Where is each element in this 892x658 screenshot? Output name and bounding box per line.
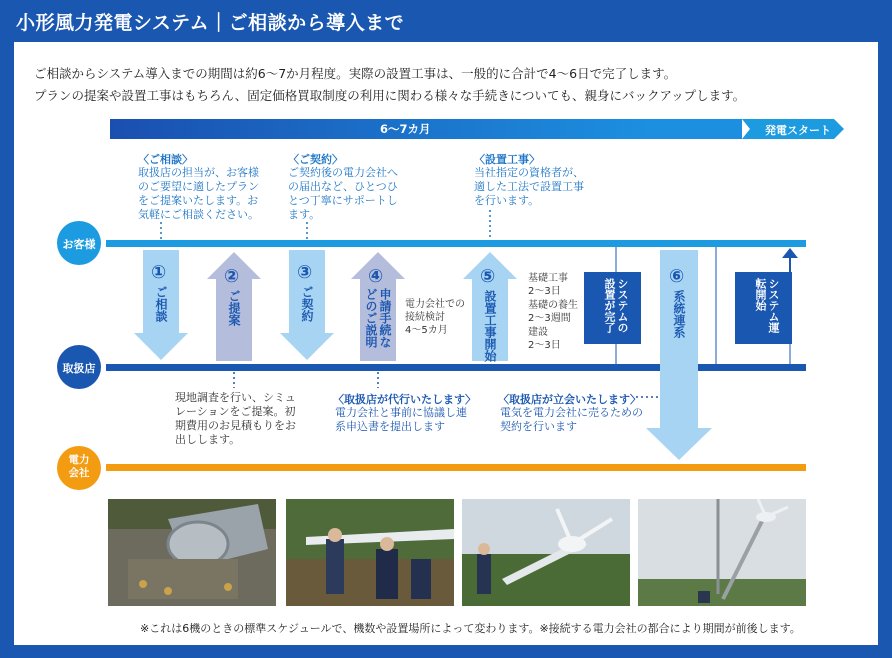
intro-line-2: プランの提案や設置工事はもちろん、固定価格買取制度の利用に関わる様々な手続きについても、親身にバックアップします。: [34, 88, 746, 103]
intro-line-1: ご相談からシステム導入までの期間は約6〜7か月程度。実際の設置工事は、一般的に合計で4〜6日で完了します。: [34, 66, 677, 81]
customer-lane: [106, 240, 806, 247]
construction-note-text: 当社指定の資格者が、適した工法で設置工事を行います。: [474, 166, 584, 207]
step-4-number: ④: [368, 266, 384, 287]
step-5-number: ⑤: [480, 266, 496, 287]
proxy-note-title: 〈取扱店が代行いたします〉: [333, 393, 476, 406]
customer-lane-label: お客様: [62, 238, 96, 251]
proposal-note-text: 現地調査を行い、シミュレーションをご提案。初期費用のお見積もりをお出しします。: [175, 391, 296, 446]
step-2-number: ②: [224, 266, 240, 287]
power-start-label: 発電スタート: [765, 124, 831, 137]
step-1-number: ①: [151, 262, 167, 283]
step-3-label: ご契約: [300, 286, 314, 322]
power-lane-label-2: 会社: [68, 467, 90, 479]
construction-note-title: 〈設置工事〉: [474, 153, 540, 166]
contract-note-text: ご契約後の電力会社への届出など、ひとつひとつ丁寧にサポートします。: [288, 166, 398, 221]
power-lane-label: [60, 454, 98, 480]
contract-note-title: 〈ご契約〉: [288, 153, 343, 166]
step-3-number: ③: [297, 262, 313, 283]
attend-note-text: 電気を電力会社に売るための契約を行います: [500, 406, 643, 433]
power-review-note: 電力会社での 接続検討 4〜5カ月: [405, 299, 465, 336]
consult-note-title: 〈ご相談〉: [138, 153, 193, 166]
foundation-note: 基礎工事 2〜3日: [528, 273, 568, 297]
step-6-number: ⑥: [669, 266, 685, 287]
curing-note: 基礎の養生 2〜3週間: [528, 300, 578, 324]
power-company-lane: [106, 464, 806, 471]
install-done-label: システムの設置が完了: [603, 278, 629, 333]
page-title: 小形風力発電システム｜ご相談から導入まで: [16, 12, 405, 34]
step-6-label: 系統連系: [672, 290, 686, 338]
period-label: 6〜7カ月: [380, 122, 431, 136]
wind-turbine-foundation-photo: [108, 499, 276, 606]
turbine-lifting-photo: [462, 499, 630, 606]
build-note: 建設 2〜3日: [528, 327, 561, 351]
operation-up-arrow: [782, 248, 798, 258]
attend-note-title: 〈取扱店が立会いたします〉: [498, 393, 641, 406]
step-1-label: ご相談: [154, 286, 168, 322]
dealer-lane: [106, 364, 806, 371]
footnote: ※これは6機のときの標準スケジュールで、機数や設置場所によって変わります。※接続する電力会社の都合により期間が前後します。: [140, 622, 801, 635]
step-5-label: 設置工事開始: [483, 290, 497, 362]
workers-installing-turbine-photo: [286, 499, 454, 606]
step-4-label: 申請手続などのご説明: [364, 288, 392, 348]
operation-start-label: システム運転開始: [754, 278, 780, 333]
proxy-note-text: 電力会社と事前に協議し連系申込書を提出します: [335, 406, 467, 433]
step-2-label: ご提案: [227, 290, 241, 326]
dealer-lane-label: 取扱店: [62, 362, 96, 375]
power-lane-label-1: 電力: [68, 454, 90, 466]
consult-note-text: 取扱店の担当が、お客様のご要望に適したプランをご提案いたします。お気軽にご相談ください。: [138, 166, 259, 221]
crane-erecting-turbine-photo: [638, 499, 806, 606]
